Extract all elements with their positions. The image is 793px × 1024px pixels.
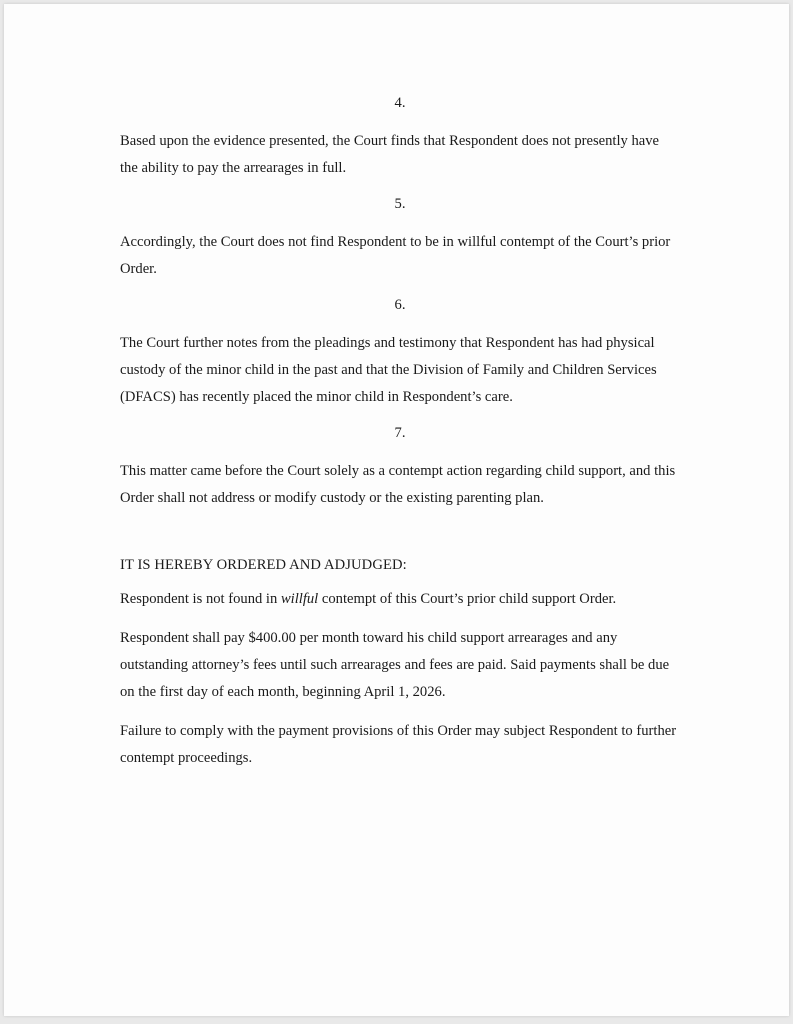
finding-paragraph-6: The Court further notes from the pleadings and testimony that Respondent has had physical custody of the minor child in the past and that the Division of Family and Children Services (DFACS) has recently placed the minor child in Respondent’s care. (120, 335, 657, 405)
order-paragraph-contempt-lead: Respondent is not found in (120, 591, 281, 607)
finding-number-6: 6. (394, 297, 406, 313)
document-page (4, 4, 789, 1016)
order-paragraph-failure: Failure to comply with the payment provisions of this Order may subject Respondent to further contempt proceedings. (120, 723, 677, 766)
finding-number-4: 4. (394, 95, 406, 111)
order-paragraph-payment: Respondent shall pay $400.00 per month toward his child support arrearages and any outstanding attorney’s fees until such arrearages and fees are paid. Said payments shall be due on the first day of each month, beginning April 1, 2026. (120, 630, 670, 700)
order-paragraph-contempt-tail: contempt of this Court’s prior child support Order. (318, 591, 617, 607)
willful-emphasis: willful (280, 591, 319, 607)
order-heading: IT IS HEREBY ORDERED AND ADJUDGED: (120, 557, 407, 573)
document-body (120, 94, 680, 772)
finding-number-7: 7. (394, 425, 406, 441)
finding-paragraph-5: Accordingly, the Court does not find Respondent to be in willful contempt of the Court’s prior Order. (120, 234, 671, 277)
finding-paragraph-4: Based upon the evidence presented, the Court finds that Respondent does not presently have the ability to pay the arrearages in full. (120, 133, 660, 176)
finding-paragraph-7: This matter came before the Court solely as a contempt action regarding child support, and this Order shall not address or modify custody or the existing parenting plan. (120, 463, 676, 506)
finding-number-5: 5. (394, 196, 406, 212)
order-paragraph-contempt (120, 586, 680, 613)
